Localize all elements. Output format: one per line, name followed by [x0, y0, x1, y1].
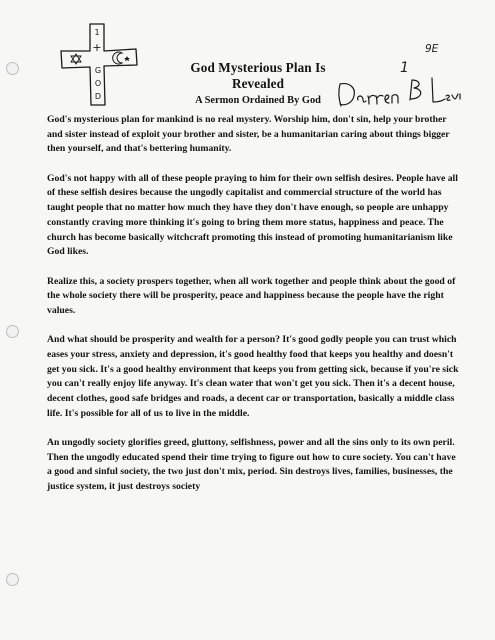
cross-letter: + [92, 41, 102, 54]
cross-letter: D [94, 92, 102, 101]
cross-logo [56, 20, 152, 108]
punch-hole [6, 325, 19, 338]
page-number: 1 [400, 60, 409, 76]
page-title-line: Revealed [231, 76, 285, 91]
signature-text: Darren B Lewis [334, 74, 341, 75]
star-and-crescent-icon [113, 52, 130, 64]
paragraph: Realize this, a society prospers together, when all work together and people think about the good of the whole society there will be prosperity, peace and happiness because the people have the right values. [47, 275, 456, 316]
cross-letter: G [94, 66, 102, 75]
star-of-david-icon [71, 54, 81, 64]
page-subtitle: A Sermon Ordained By God [195, 95, 321, 106]
paragraph: And what should be prosperity and wealth for a person? It's good godly people you can trust which eases your stress, anxiety and depression, it's good healthy food that keeps you healthy and doesn't get you sick. It's a good healthy environment that keeps you from getting sick, because if you're sick you can't really enjoy life anyway. It's clean water that won't get you sick. Then it's a decent house, decent clothes, good safe bridges and roads, a decent car or transportation, basically a middle class life. It's possible for all of us to live in the middle. [47, 334, 459, 419]
page-title-line: God Mysterious Plan Is [190, 60, 326, 75]
sermon-body [47, 113, 461, 509]
punch-hole [6, 573, 19, 586]
paragraph: God's mysterious plan for mankind is no real mystery. Worship him, don't sin, help your brother and sister instead of exploit your brother and sister, be a humanitarian caring about things bigger then yourself, and that's bettering humanity. [47, 114, 450, 155]
punch-hole [6, 62, 19, 75]
cross-letter: O [94, 79, 102, 88]
paragraph: An ungodly society glorifies greed, gluttony, selfishness, power and all the sins only to its own peril. Then the ungodly educated spend their time trying to figure out how to cure society. You can't have a good and sinful society, the two just don't mix, period. Sin destroys lives, families, businesses, the justice system, it just destroys society [47, 437, 456, 493]
paragraph: God's not happy with all of these people praying to him for their own selfish desires. People have all of these selfish desires because the ungodly capitalist and commercial structure of the world has taught people that no matter how much they have they don't have enough, so people are unhappy constantly craving more thinking it's going to bring them more status, happiness and peace. The church has become basically witchcraft promoting this instead of promoting humanitarianism like God likes. [47, 172, 458, 258]
corner-mark: 9E [425, 43, 439, 55]
signature [334, 74, 462, 110]
cross-letter: 1 [94, 28, 100, 37]
title-block [160, 60, 356, 108]
